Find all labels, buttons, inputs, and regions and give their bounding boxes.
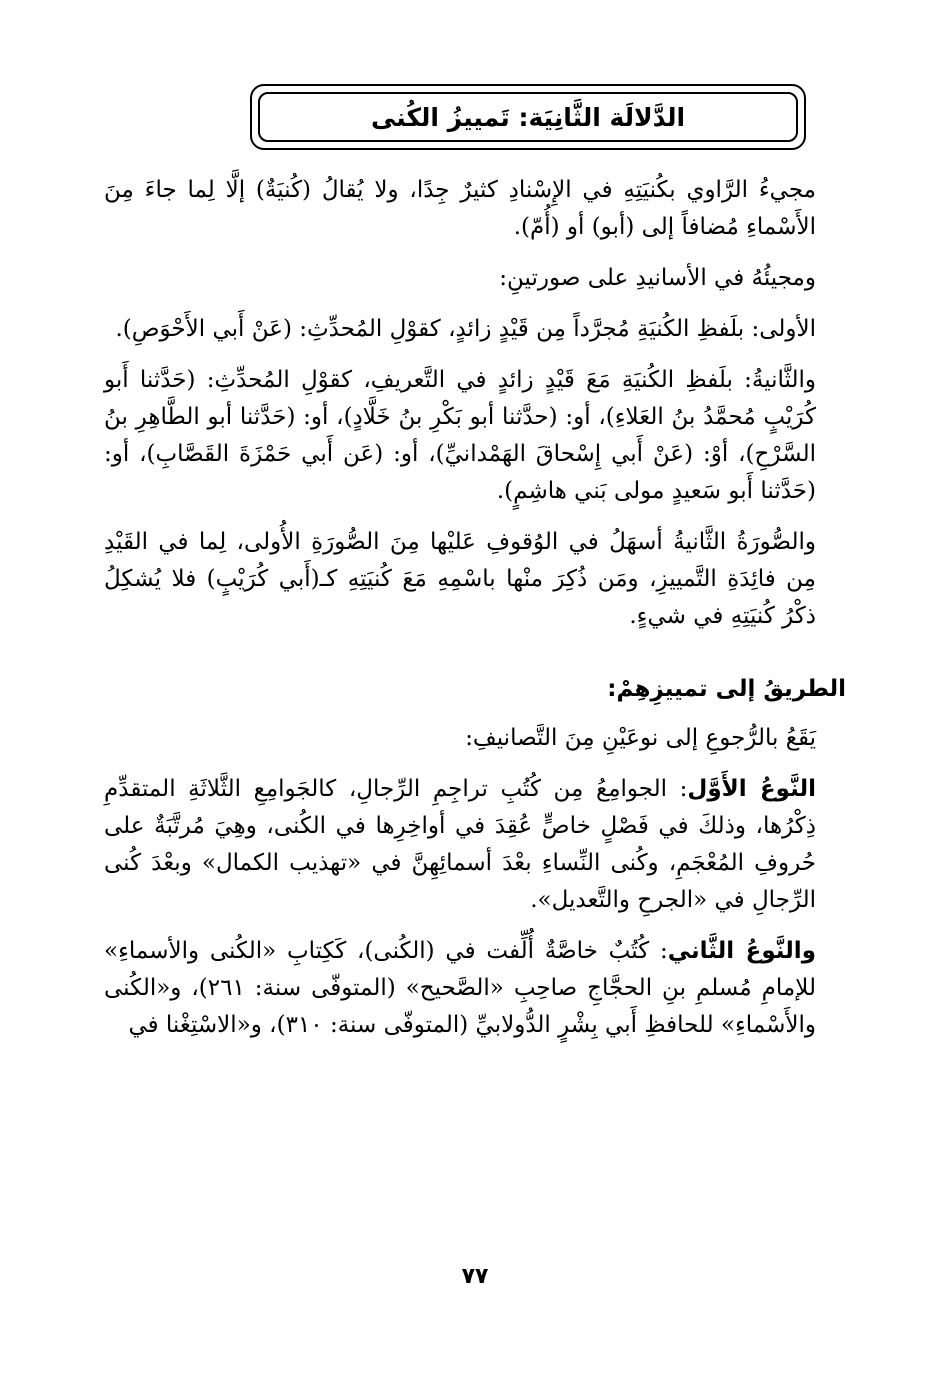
page-number: ٧٧ — [461, 1264, 489, 1289]
title-frame — [250, 84, 806, 150]
section-heading: الطريقُ إلى تمييزِهِمْ: — [607, 676, 846, 702]
paragraph-3: الأولى: بلَفظِ الكُنيَةِ مُجرَّداً مِن قَيْدٍ زائدٍ، كقوْلِ المُحدِّثِ: (عَنْ أَبي الأَحْوَصِ). — [115, 316, 816, 342]
section-intro: يَقَعُ بالرُّجوعِ إلى نوعَيْنِ مِنَ التَّصانيفِ: — [465, 725, 816, 751]
type-1-paragraph — [104, 771, 846, 919]
page-title: الدَّلالَة الثَّانِيَة: تَمييزُ الكُنى — [370, 102, 686, 132]
type-2-paragraph — [104, 933, 846, 1044]
document-page — [104, 0, 846, 1373]
paragraph-5: والصُّورَةُ الثَّانيةُ أسهَلُ في الوُقوفِ عَليْها مِنَ الصُّورَةِ الأُولى، لِما في القَيْدِ مِن فائِدَةِ التَّمييزِ، ومَن ذُكِرَ منْها باسْمِهِ مَعَ كُنيَتِهِ كـ(أَبي كُرَيْبٍ) فلا يُشكِلُ ذكْرُ كُنيَتِهِ في شيءٍ. — [104, 529, 816, 629]
type-2-text: : كُتُبٌ خاصَّةٌ أُلِّفت في (الكُنى)، كَكِتابِ «الكُنى والأسماءِ» للإمامِ مُسلمِ بنِ الحجَّاجِ صاحِبِ «الصَّحيح» (المتوفّى سنة: ٢٦١)، و«الكُنى والأَسْماءِ» للحافظِ أَبي بِشْرٍ الدُّولابيِّ (المتوفّى سنة: ٣١٠)، و«الاسْتِغْنا في — [104, 938, 816, 1038]
title-frame-inner — [258, 92, 798, 142]
type-2-label: والنَّوعُ الثَّاني — [667, 938, 816, 964]
paragraph-4: والثَّانيةُ: بلَفظِ الكُنيَةِ مَعَ قَيْدٍ زائدٍ في التَّعريفِ، كقوْلِ المُحدِّثِ: (حَدَّثنا أَبو كُرَيْبٍ مُحمَّدُ بنُ العَلاءِ)، أو: (حدَّثنا أبو بَكْرِ بنُ خَلَّادٍ)، أو: (حَدَّثنا أبو الطَّاهِرِ بنُ السَّرْحِ)، أوْ: (عَنْ أَبي إِسْحاقَ الهَمْدانيِّ)، أو: (عَن أَبي حَمْزَةَ القَصَّابِ)، أو: (حَدَّثنا أَبو سَعيدٍ مولى بَني هاشِمٍ). — [104, 367, 816, 504]
type-1-label: النَّوعُ الأَوَّل — [687, 776, 816, 802]
body-text — [104, 172, 846, 1058]
type-1-text: : الجوامِعُ مِن كُتُبِ تراجِمِ الرِّجالِ، كالجَوامِعِ الثَّلاثَةِ المتقدِّمِ ذِكْرُها، وذلكَ في فَصْلٍ خاصٍّ عُقِدَ في أواخِرِها في الكُنى، وهِيَ مُرتَّبَةٌ على حُروفِ المُعْجَمِ، وكُنى النِّساءِ بعْدَ أسمائِهِنَّ في «تهذيب الكمال» وبعْدَ كُنى الرِّجالِ في «الجرحِ والتَّعديل». — [104, 776, 816, 913]
paragraph-2: ومجيئُهُ في الأسانيدِ على صورتينِ: — [499, 265, 816, 291]
paragraph-1: مجيءُ الرَّاوي بكُنيَتِهِ في الإِسْنادِ كثيرٌ جِدًا، ولا يُقالُ (كُنيَةٌ) إلَّا لِما جاءَ مِنَ الأَسْماءِ مُضافاً إلى (أبو) أو (أُمّ). — [104, 177, 816, 240]
